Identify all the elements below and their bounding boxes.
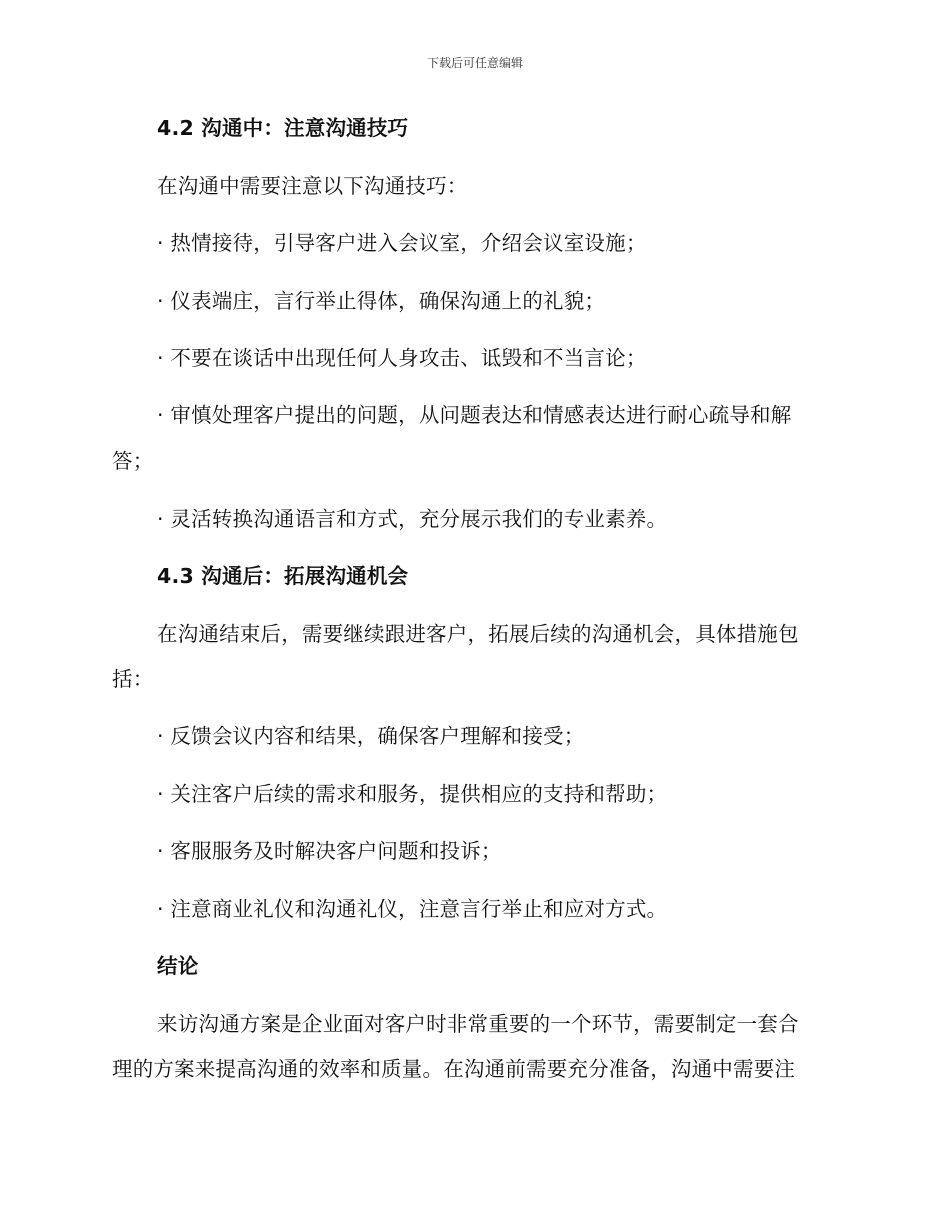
list-item: · 注意商业礼仪和沟通礼仪，注意言行举止和应对方式。 (157, 897, 668, 921)
list-item: · 反馈会议内容和结果，确保客户理解和接受； (157, 724, 585, 748)
conclusion-heading: 结论 (157, 954, 199, 978)
list-item-continuation: 答； (112, 449, 154, 473)
conclusion-paragraph-line: 来访沟通方案是企业面对客户时非常重要的一个环节，需要制定一套合 (157, 1012, 799, 1036)
section-4-3-intro: 在沟通结束后，需要继续跟进客户，拓展后续的沟通机会，具体措施包 (157, 622, 799, 646)
list-item: · 不要在谈话中出现任何人身攻击、诋毁和不当言论； (157, 346, 647, 370)
conclusion-paragraph-line: 理的方案来提高沟通的效率和质量。在沟通前需要充分准备，沟通中需要注 (112, 1057, 796, 1081)
list-item: · 关注客户后续的需求和服务，提供相应的支持和帮助； (157, 782, 668, 806)
list-item: · 热情接待，引导客户进入会议室，介绍会议室设施； (157, 231, 647, 255)
list-item: · 审慎处理客户提出的问题，从问题表达和情感表达进行耐心疏导和解 (157, 403, 792, 427)
list-item: · 客服服务及时解决客户问题和投诉； (157, 839, 502, 863)
page-header-note: 下载后可任意编辑 (426, 56, 523, 70)
section-4-2-heading: 4.2 沟通中：注意沟通技巧 (157, 116, 409, 140)
section-4-3-heading: 4.3 沟通后：拓展沟通机会 (157, 564, 409, 588)
section-4-3-intro-continuation: 括： (112, 667, 154, 691)
list-item: · 灵活转换沟通语言和方式，充分展示我们的专业素养。 (157, 507, 668, 531)
section-4-2-intro: 在沟通中需要注意以下沟通技巧： (157, 174, 468, 198)
list-item: · 仪表端庄，言行举止得体，确保沟通上的礼貌； (157, 289, 606, 313)
